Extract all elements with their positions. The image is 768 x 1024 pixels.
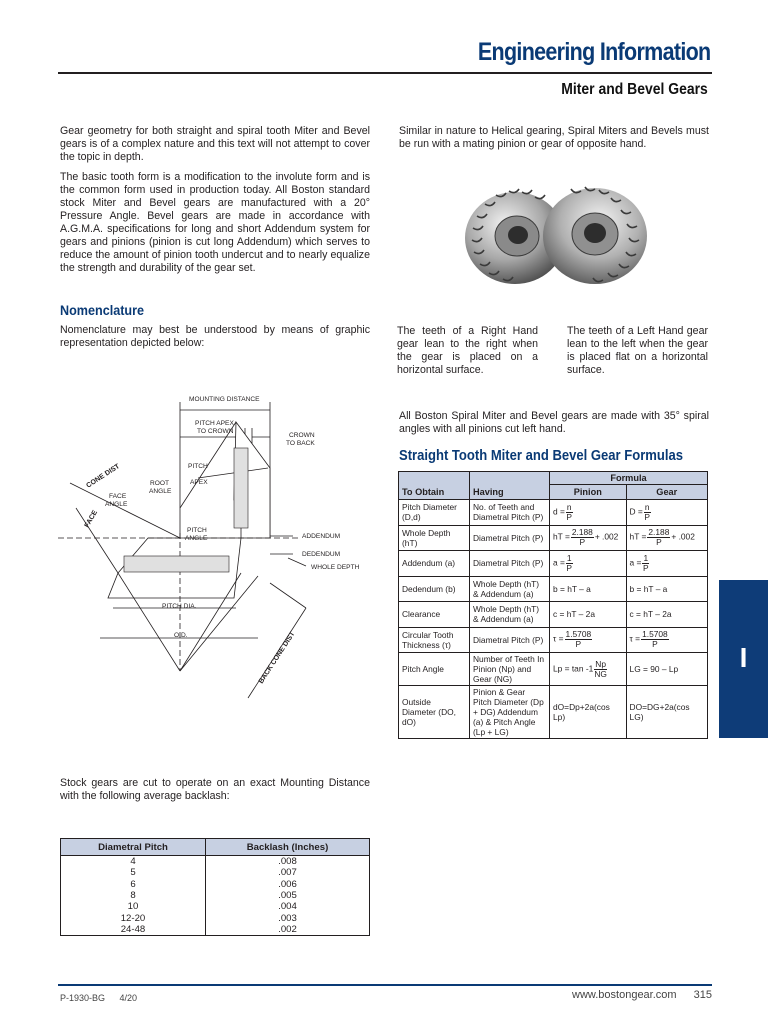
col-diametral-pitch: Diametral Pitch	[61, 839, 206, 856]
footer-date: 4/20	[119, 993, 138, 1003]
page-subtitle: Miter and Bevel Gears	[561, 81, 708, 98]
spiral-angle-note: All Boston Spiral Miter and Bevel gears are made with 35° spiral angles with all pinions cut left hand.	[399, 410, 709, 435]
formula-row	[399, 653, 708, 686]
cell-pinion-formula	[550, 525, 627, 551]
pinion-formula-prefix: τ =	[553, 633, 564, 644]
gear-formula-fraction	[641, 630, 669, 649]
right-hand-gear	[543, 187, 647, 284]
col-to-obtain: To Obtain	[399, 485, 470, 500]
label-to-crown: TO CROWN	[197, 428, 234, 435]
cell-gear-formula	[626, 551, 707, 577]
footer-rule	[58, 984, 712, 986]
backlash-row	[61, 890, 370, 901]
pinion-formula-denominator: P	[566, 562, 573, 573]
formula-row	[399, 627, 708, 653]
formula-row	[399, 602, 708, 628]
label-pitch-angle-1: PITCH	[187, 527, 207, 534]
gear-formula-denominator: P	[642, 562, 649, 573]
back-cone-line	[270, 583, 306, 608]
header-rule	[58, 72, 712, 74]
backlash-row	[61, 913, 370, 924]
face-line	[76, 508, 118, 573]
backlash-row	[61, 867, 370, 878]
spiral-hand-paragraph: Similar in nature to Helical gearing, Spiral Miters and Bevels must be run with a mating pinion or gear of opposite hand.	[399, 125, 709, 150]
cell-backlash: .003	[206, 913, 370, 924]
label-whole-depth: WHOLE DEPTH	[311, 564, 360, 571]
cell-to-obtain: Whole Depth (hT)	[399, 525, 470, 551]
col-pinion: Pinion	[550, 485, 627, 500]
label-back-cone-dist: BACK CONE DIST	[257, 630, 297, 686]
intro-paragraph-2: The basic tooth form is a modification to the involute form and is the common form used in production today. All Boston standard stock Miter and Bevel gears are manufactured with a 20° Pressure Angle. Bevel gears are made in accordance with A.G.M.A. specifications for long and short Addendum system for gears and pinions (pinion is cut long Addendum) which serves to reduce the amount of pinion tooth undercut and to nearly equalize the strength and durability of the gear set.	[60, 171, 370, 274]
cell-backlash: .005	[206, 890, 370, 901]
label-face-angle-1: FACE	[109, 493, 127, 500]
label-crown: CROWN	[289, 432, 315, 439]
pinion-formula-fraction	[566, 503, 573, 522]
spiral-bevel-gears-image	[455, 176, 655, 296]
label-mounting-distance: MOUNTING DISTANCE	[189, 396, 260, 403]
pinion-formula-fraction	[594, 660, 607, 679]
cell-having: Diametral Pitch (P)	[470, 525, 550, 551]
right-hand-note: The teeth of a Right Hand gear lean to the right when the gear is placed on a horizontal surface.	[397, 325, 538, 376]
left-hand-note: The teeth of a Left Hand gear lean to the left when the gear is placed flat on a horizontal surface.	[567, 325, 708, 376]
backlash-row	[61, 878, 370, 889]
pinion-formula-denominator: NG	[594, 668, 607, 679]
formula-header: Formula	[550, 472, 708, 485]
cell-to-obtain: Addendum (a)	[399, 551, 470, 577]
formula-row	[399, 686, 708, 739]
label-to-back: TO BACK	[286, 440, 315, 447]
pinion-formula-prefix: hT =	[553, 531, 570, 542]
whole-depth-leader	[288, 558, 306, 566]
cell-gear-formula	[626, 602, 707, 628]
formula-row	[399, 551, 708, 577]
cell-to-obtain: Clearance	[399, 602, 470, 628]
formula-row	[399, 500, 708, 526]
gear-formula-suffix: + .002	[671, 531, 695, 542]
gear-formula-text: DO=DG+2a(cos LG)	[629, 702, 690, 722]
cell-pinion-formula	[550, 686, 627, 739]
cell-backlash: .008	[206, 856, 370, 868]
label-od: O.D.	[174, 632, 188, 639]
cell-to-obtain: Outside Diameter (DO, dO)	[399, 686, 470, 739]
label-root-angle: ANGLE	[149, 488, 172, 495]
gear-formula-numerator: 1	[643, 552, 649, 563]
pinion-formula-fraction	[565, 630, 593, 649]
cell-having: Whole Depth (hT) & Addendum (a)	[470, 576, 550, 602]
pinion-formula-suffix: + .002	[594, 531, 619, 542]
cell-having: No. of Teeth and Diametral Pitch (P)	[470, 500, 550, 526]
formula-table	[398, 471, 708, 739]
gear-formula-fraction	[644, 503, 651, 522]
cell-pinion-formula	[550, 653, 627, 686]
backlash-table	[60, 838, 370, 936]
col-having: Having	[470, 485, 550, 500]
cell-having: Number of Teeth In Pinion (Np) and Gear (NG)	[470, 653, 550, 686]
page-title: Engineering Information	[477, 38, 710, 66]
gear-formula-prefix: τ =	[629, 633, 641, 644]
label-dedendum: DEDENDUM	[302, 551, 341, 558]
cell-gear-formula	[626, 686, 707, 739]
cell-to-obtain: Pitch Diameter (D,d)	[399, 500, 470, 526]
cell-gear-formula	[626, 653, 707, 686]
cell-backlash: .002	[206, 924, 370, 936]
col-gear: Gear	[626, 485, 707, 500]
nomenclature-text: Nomenclature may best be understood by means of graphic representation depicted below:	[60, 324, 370, 349]
gear-formula-fraction	[647, 528, 670, 547]
pinion-formula-numerator: 1	[566, 552, 572, 563]
gear-formula-text: LG = 90 – Lp	[629, 664, 679, 674]
pinion-formula-numerator: 1.5708	[565, 629, 592, 640]
formula-row	[399, 525, 708, 551]
pinion-formula-denominator: P	[566, 511, 573, 522]
pinion-formula-prefix: Lp = tan -1	[553, 663, 594, 674]
col-backlash: Backlash (Inches)	[206, 839, 370, 856]
backlash-row	[61, 856, 370, 868]
cell-diametral-pitch: 6	[61, 878, 206, 889]
pinion-formula-denominator: P	[579, 537, 586, 548]
formula-row	[399, 576, 708, 602]
gear-formula-text: c = hT – 2a	[629, 609, 672, 620]
gear-formula-prefix: a =	[629, 557, 642, 568]
footer-right	[572, 989, 712, 1001]
cell-diametral-pitch: 8	[61, 890, 206, 901]
pinion-formula-denominator: P	[575, 639, 582, 650]
cell-backlash: .004	[206, 901, 370, 912]
label-pitch-angle-2: ANGLE	[185, 535, 208, 542]
cell-gear-formula	[626, 500, 707, 526]
footer-url[interactable]: www.bostongear.com	[572, 989, 677, 1001]
label-face: FACE	[83, 509, 100, 529]
pinion-formula-prefix: a =	[553, 557, 565, 568]
cell-having: Diametral Pitch (P)	[470, 551, 550, 577]
cell-gear-formula	[626, 525, 707, 551]
gear-formula-prefix: D =	[629, 506, 643, 517]
footer-catalog-code: P-1930-BG	[60, 993, 106, 1003]
gear-formula-denominator: P	[652, 639, 658, 650]
section-tab-letter: I	[739, 642, 748, 673]
cell-pinion-formula	[550, 602, 627, 628]
pinion-formula-text: b = hT – a	[553, 583, 591, 594]
cell-having: Pinion & Gear Pitch Diameter (Dp + DG) Addendum (a) & Pitch Angle (Lp + LG)	[470, 686, 550, 739]
cell-to-obtain: Dedendum (b)	[399, 576, 470, 602]
formula-header-blank	[399, 472, 470, 485]
gear-formula-numerator: 1.5708	[642, 629, 668, 640]
cell-pinion-formula	[550, 551, 627, 577]
gear-formula-denominator: P	[656, 537, 662, 548]
cell-pinion-formula	[550, 500, 627, 526]
cell-diametral-pitch: 12-20	[61, 913, 206, 924]
cell-backlash: .006	[206, 878, 370, 889]
label-addendum: ADDENDUM	[302, 533, 341, 540]
intro-paragraph-1: Gear geometry for both straight and spiral tooth Miter and Bevel gears is of a complex nature and this text will not attempt to cover the topic in depth.	[60, 125, 370, 163]
nomenclature-diagram	[58, 388, 360, 718]
backlash-row	[61, 924, 370, 936]
pinion-formula-numerator: 2.188	[571, 527, 593, 538]
cell-to-obtain: Circular Tooth Thickness (τ)	[399, 627, 470, 653]
label-apex: APEX	[190, 479, 208, 486]
gear-formula-denominator: P	[644, 511, 650, 522]
cell-gear-formula	[626, 576, 707, 602]
pinion-formula-text: dO=Dp+2a(cos Lp)	[553, 702, 610, 722]
cell-diametral-pitch: 4	[61, 856, 206, 868]
backlash-row	[61, 901, 370, 912]
cell-diametral-pitch: 24-48	[61, 924, 206, 936]
label-root: ROOT	[150, 480, 170, 487]
footer-code	[60, 993, 137, 1003]
cell-to-obtain: Pitch Angle	[399, 653, 470, 686]
cell-diametral-pitch: 5	[61, 867, 206, 878]
section-tab	[719, 580, 768, 738]
label-pitch-apex: PITCH APEX	[195, 420, 234, 427]
pinion-formula-fraction	[566, 554, 573, 573]
gear-formula-prefix: hT =	[629, 531, 647, 542]
formula-table-title: Straight Tooth Miter and Bevel Gear Formulas	[399, 448, 684, 464]
cell-having: Whole Depth (hT) & Addendum (a)	[470, 602, 550, 628]
label-pitch-dia: PITCH DIA.	[162, 603, 197, 610]
label-pitch: PITCH	[188, 463, 208, 470]
cell-diametral-pitch: 10	[61, 901, 206, 912]
label-cone-dist: CONE DIST	[85, 463, 122, 490]
cell-gear-formula	[626, 627, 707, 653]
label-face-angle-2: ANGLE	[105, 501, 128, 508]
cell-pinion-formula	[550, 627, 627, 653]
cell-having: Diametral Pitch (P)	[470, 627, 550, 653]
pinion-formula-numerator: Np	[595, 658, 606, 669]
backlash-intro: Stock gears are cut to operate on an exact Mounting Distance with the following average backlash:	[60, 777, 370, 802]
cell-pinion-formula	[550, 576, 627, 602]
gear-formula-fraction	[642, 554, 649, 573]
pinion-formula-prefix: d =	[553, 506, 565, 517]
pinion-formula-fraction	[571, 528, 594, 547]
nomenclature-heading: Nomenclature	[60, 302, 145, 318]
pinion-formula-numerator: n	[566, 501, 572, 512]
formula-header-blank	[470, 472, 550, 485]
pinion-formula-text: c = hT – 2a	[553, 609, 595, 620]
page-number: 315	[693, 989, 712, 1001]
gear-formula-numerator: 2.188	[648, 527, 670, 538]
gear-formula-numerator: n	[644, 501, 650, 512]
cell-backlash: .007	[206, 867, 370, 878]
gear-formula-text: b = hT – a	[629, 583, 668, 594]
